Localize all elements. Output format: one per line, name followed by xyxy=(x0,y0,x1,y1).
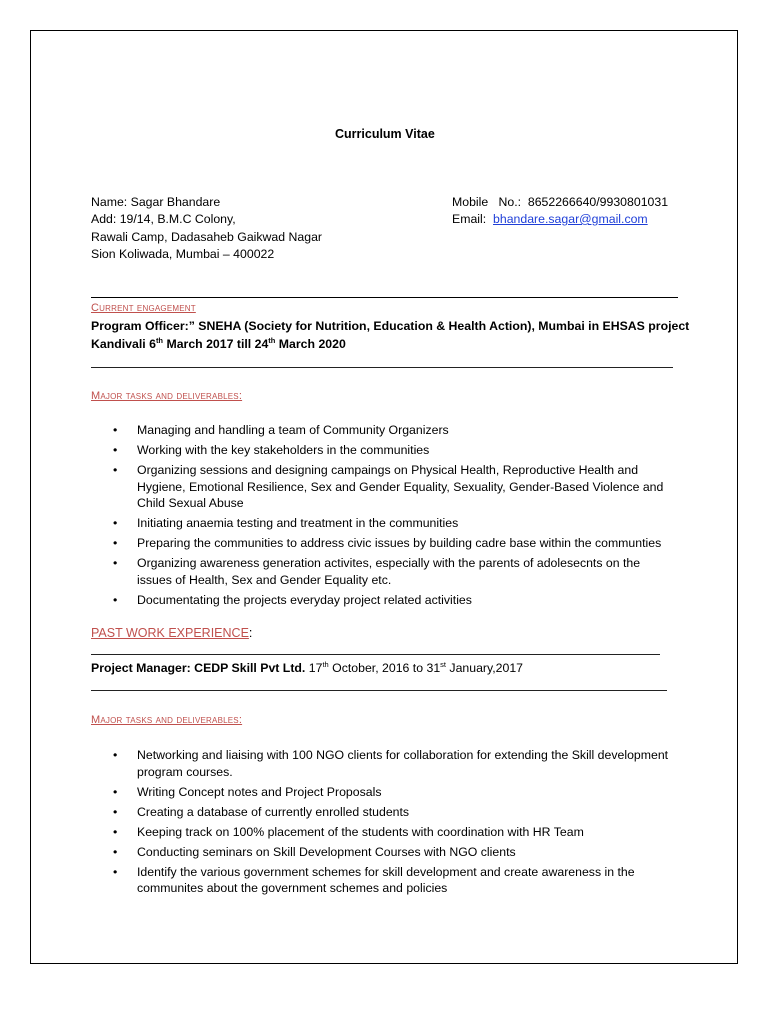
list-item: • Keeping track on 100% placement of the students with coordination with HR Team xyxy=(113,824,584,839)
list-item: • Identify the various government schemes for skill development and create awareness in the communites about the government schemes and policies xyxy=(113,864,635,896)
address-line-2: Rawali Camp, Dadasaheb Gaikwad Nagar xyxy=(91,230,323,244)
current-tasks-list xyxy=(110,422,670,612)
document-title: Curriculum Vitae xyxy=(335,127,435,141)
dates-sup-2: th xyxy=(268,335,276,345)
past-heading-colon: : xyxy=(248,626,253,640)
dates-part-2: March 2017 till 24 xyxy=(163,337,269,351)
current-dates-line xyxy=(91,336,346,353)
dates-part-3: March 2020 xyxy=(275,337,346,351)
job-sup-2: st xyxy=(440,659,446,669)
list-item: • Documentating the projects everyday project related activities xyxy=(113,593,472,608)
list-item: • Writing Concept notes and Project Proposals xyxy=(113,784,382,799)
past-tasks-list xyxy=(110,747,670,901)
list-item: • Creating a database of currently enrolled students xyxy=(113,804,410,819)
job-title: Project Manager: CEDP Skill Pvt Ltd. xyxy=(91,661,306,675)
past-job-line xyxy=(91,660,523,677)
mobile-line: Mobile No.: 8652266640/9930801031 xyxy=(452,195,669,209)
section-divider xyxy=(91,297,678,298)
job-date-1: 17 xyxy=(305,661,323,675)
list-item: • Preparing the communities to address civic issues by building cadre base within the communties xyxy=(113,536,662,551)
current-engagement-heading: Current engagement xyxy=(91,302,196,314)
list-item: • Managing and handling a team of Community Organizers xyxy=(113,423,449,437)
underscore-rule xyxy=(91,690,667,691)
job-sup-1: th xyxy=(322,659,329,669)
current-role-line: Program Officer:” SNEHA (Society for Nutrition, Education & Health Action), Mumbai in EHSAS project xyxy=(91,319,690,333)
list-item: • Organizing sessions and designing campaings on Physical Health, Reproductive Health and Hygiene, Emotional Resilience, Sex and Gender Equality, Sexuality, Gender-Based Violence and Child Sexual Abuse xyxy=(113,463,664,511)
name-line: Name: Sagar Bhandare xyxy=(91,195,221,209)
email-label: Email: xyxy=(452,212,487,226)
list-item: • Organizing awareness generation activites, especially with the parents of adolesecnts on the issues of Health, Sex and Gender Equality etc. xyxy=(113,556,641,587)
job-date-2: October, 2016 to 31 xyxy=(328,661,441,675)
list-item: • Initiating anaemia testing and treatment in the communities xyxy=(113,516,459,531)
address-line-1: Add: 19/14, B.M.C Colony, xyxy=(91,212,236,226)
job-date-3: January,2017 xyxy=(446,661,524,675)
email-line xyxy=(452,211,648,228)
dates-sup-1: th xyxy=(155,335,164,345)
past-tasks-heading: Major tasks and deliverables: xyxy=(91,714,243,726)
address-line-3: Sion Koliwada, Mumbai – 400022 xyxy=(91,247,275,261)
past-heading-text: PAST WORK EXPERIENCE xyxy=(91,626,249,640)
email-link[interactable]: bhandare.sagar@gmail.com xyxy=(493,212,648,226)
current-tasks-heading: Major tasks and deliverables: xyxy=(91,390,243,402)
list-item: • Working with the key stakeholders in the communities xyxy=(113,443,430,458)
dates-part-1: Kandivali 6 xyxy=(91,337,156,351)
past-experience-heading xyxy=(91,626,252,640)
list-item: • Networking and liaising with 100 NGO clients for collaboration for extending the Skill development program courses. xyxy=(113,748,669,779)
underscore-rule xyxy=(91,654,660,655)
list-item: • Conducting seminars on Skill Development Courses with NGO clients xyxy=(113,844,516,859)
underscore-rule xyxy=(91,367,673,368)
